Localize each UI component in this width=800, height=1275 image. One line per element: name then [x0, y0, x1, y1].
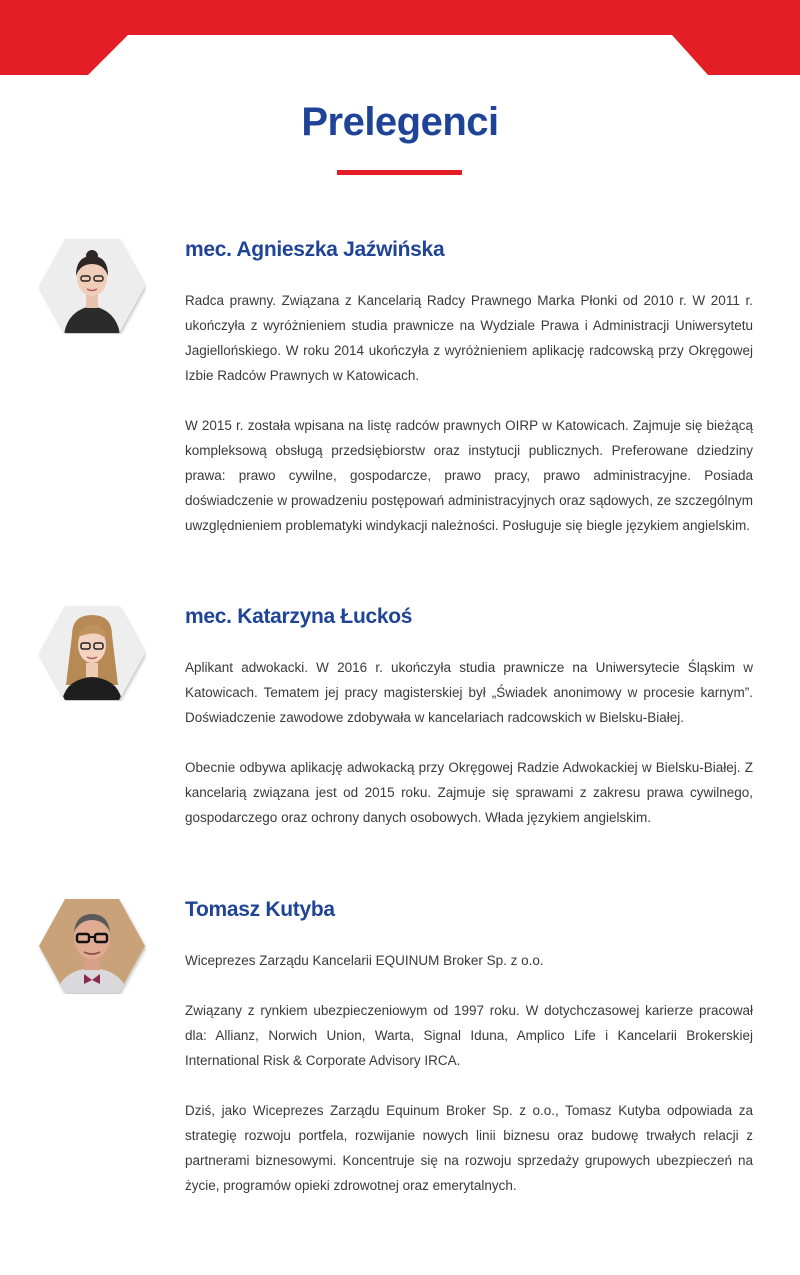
speaker-name: Tomasz Kutyba: [185, 898, 335, 921]
bio-paragraph: Radca prawny. Związana z Kancelarią Radcy Prawnego Marka Płonki od 2010 r. W 2011 r. ukończyła z wyróżnieniem studia prawnicze na Wydziale Prawa i Administracji Uniwersytetu Jagiellońskiego. W roku 2014 ukończyła z wyróżnieniem aplikację radcowską przy Okręgowej Izbie Radców Prawnych w Katowicach.: [185, 293, 753, 383]
page-title: Prelegenci: [301, 100, 499, 144]
speaker-name: mec. Agnieszka Jaźwińska: [185, 238, 445, 261]
bio-paragraph: Wiceprezes Zarządu Kancelarii EQUINUM Broker Sp. z o.o.: [185, 953, 544, 968]
header-band-shape: [0, 0, 800, 75]
bio-paragraph: Dziś, jako Wiceprezes Zarządu Equinum Broker Sp. z o.o., Tomasz Kutyba odpowiada za strategię rozwoju portfela, rozwijanie nowych linii biznesu oraz budowę trwałych relacji z partnerami biznesowymi. Koncentruje się na rozwoju sprzedaży grupowych ubezpieczeń na życie, programów opieki zdrowotnej oraz emerytalnych.: [185, 1103, 753, 1193]
speaker-bio: [185, 288, 753, 563]
speaker-photo-portrait-icon: [38, 898, 146, 994]
speaker-photo-portrait-icon: [38, 238, 146, 334]
bio-paragraph: Obecnie odbywa aplikację adwokacką przy Okręgowej Radzie Adwokackiej w Bielsku-Białej. Z kancelarią związana jest od 2015 roku. Zajmuje się sprawami z zakresu prawa cywilnego, gospodarczego oraz ochrony danych osobowych. Włada językiem angielskim.: [185, 760, 753, 825]
bio-paragraph: Aplikant adwokacki. W 2016 r. ukończyła studia prawnicze na Uniwersytecie Śląskim w Katowicach. Tematem jej pracy magisterskiej był „Świadek anonimowy w procesie karnym”. Doświadczenie zawodowe zdobywała w kancelariach radcowskich w Bielsku-Białej.: [185, 660, 753, 725]
speaker-bio: [185, 655, 753, 855]
title-underline: [337, 170, 462, 175]
header-band: [0, 0, 800, 80]
bio-paragraph: W 2015 r. została wpisana na listę radców prawnych OIRP w Katowicach. Zajmuje się bieżącą kompleksową obsługą przedsiębiorstw oraz instytucji publicznych. Preferowane dziedziny prawa: prawo cywilne, gospodarcze, prawo pracy, prawo administracyjne. Posiada doświadczenie w prowadzeniu postępowań administracyjnych oraz sądowych, ze szczególnym uwzględnieniem problematyki windykacji należności. Posługuje się biegle językiem angielskim.: [185, 418, 753, 533]
speaker-name: mec. Katarzyna Łuckoś: [185, 605, 413, 628]
speaker-photo-portrait-icon: [38, 605, 146, 701]
speaker-bio: [185, 948, 753, 1223]
bio-paragraph: Związany z rynkiem ubezpieczeniowym od 1997 roku. W dotychczasowej karierze pracował dla: Allianz, Norwich Union, Warta, Signal Iduna, Amplico Life i Kancelarii Brokerskiej International Risk & Corporate Advisory IRCA.: [185, 1003, 753, 1068]
